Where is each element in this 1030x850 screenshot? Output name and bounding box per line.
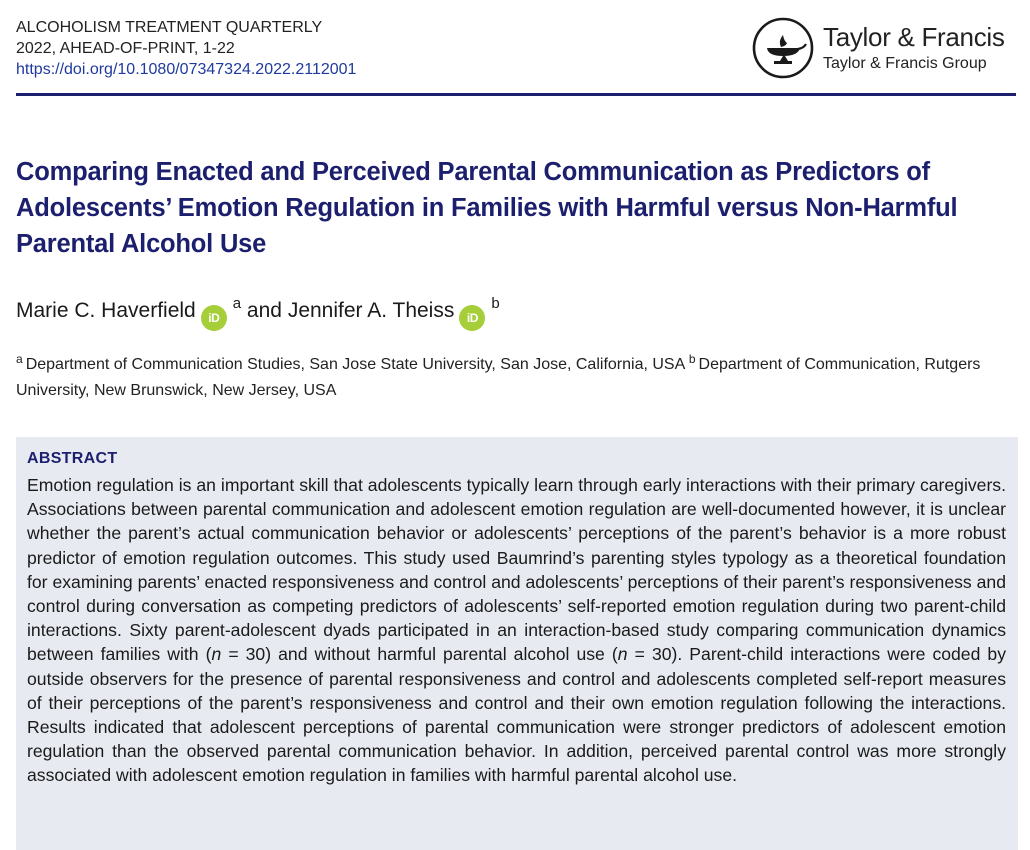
doi-link[interactable]: https://doi.org/10.1080/07347324.2022.2112001 xyxy=(16,61,357,78)
lamp-emblem-icon xyxy=(752,17,814,79)
affiliation-text: Department of Communication, Rutgers University, New Brunswick, New Jersey, USA xyxy=(16,356,981,399)
n-symbol: n xyxy=(211,644,222,665)
article-title: Comparing Enacted and Perceived Parental Communication as Predictors of Adolescents’ Emotion Regulation in Families with Harmful versus Non-Harmful Parental Alcohol Use xyxy=(16,158,958,258)
author-name[interactable]: Jennifer A. Theiss xyxy=(287,299,455,322)
affiliation-mark: a xyxy=(232,295,242,312)
n-symbol: n xyxy=(617,644,628,665)
affiliation-mark: a xyxy=(16,352,23,366)
abstract-box xyxy=(16,437,1018,850)
affiliation-mark: b xyxy=(688,352,696,366)
publisher-group: Taylor & Francis Group xyxy=(823,55,987,72)
abstract-text-part: = 30) and without harmful parental alcohol use ( xyxy=(221,644,618,665)
journal-name: ALCOHOLISM TREATMENT QUARTERLY xyxy=(16,19,323,36)
publisher-logo[interactable] xyxy=(752,14,1018,82)
author-list xyxy=(16,289,500,331)
abstract-text-part: Emotion regulation is an important skill that adolescents typically learn through early interactions with their primary caregivers. Associations between parental communication and adolescent emotion regulation are well-documented however, it is unclear whether the parent’s actual communication behavior or adolescents’ perceptions of the parent’s behavior is a more robust predictor of emotion regulation outcomes. This study used Baumrind’s parenting styles typology as a theoretical foundation for examining parents’ enacted responsiveness and control and adolescents’ perceptions of their parent’s responsiveness and control during conversation as competing predictors of adolescents’ self-reported emotion regulation during two parent-child interactions. Sixty parent-adolescent dyads participated in an interaction-based study comparing communication dynamics between families with ( xyxy=(27,475,1006,665)
abstract-heading: ABSTRACT xyxy=(27,450,118,467)
header-divider xyxy=(16,93,1016,96)
orcid-icon[interactable]: iD xyxy=(459,305,485,331)
abstract-text-part: = 30). Parent-child interactions were coded by outside observers for the presence of parental responsiveness and control and adolescents completed self-report measures of their perceptions of the parent’s responsiveness and control and their own emotion regulation following the interactions. Results indicated that adolescent perceptions of parental communication were stronger predictors of adolescent emotion regulation than the observed parental communication behavior. In addition, perceived parental control was more strongly associated with adolescent emotion regulation in families with harmful parental alcohol use. xyxy=(27,644,1007,786)
affiliation-text: Department of Communication Studies, San Jose State University, San Jose, California, USA xyxy=(25,356,685,373)
abstract-text xyxy=(27,473,1006,788)
author-connector: and xyxy=(246,299,282,322)
affiliations xyxy=(16,346,1006,404)
publisher-name: Taylor & Francis xyxy=(823,22,1005,52)
author-name[interactable]: Marie C. Haverfield xyxy=(16,299,196,322)
affiliation-mark: b xyxy=(491,295,500,312)
journal-info xyxy=(16,17,356,80)
journal-citation: 2022, AHEAD-OF-PRINT, 1-22 xyxy=(16,40,235,57)
orcid-icon[interactable]: iD xyxy=(201,305,227,331)
